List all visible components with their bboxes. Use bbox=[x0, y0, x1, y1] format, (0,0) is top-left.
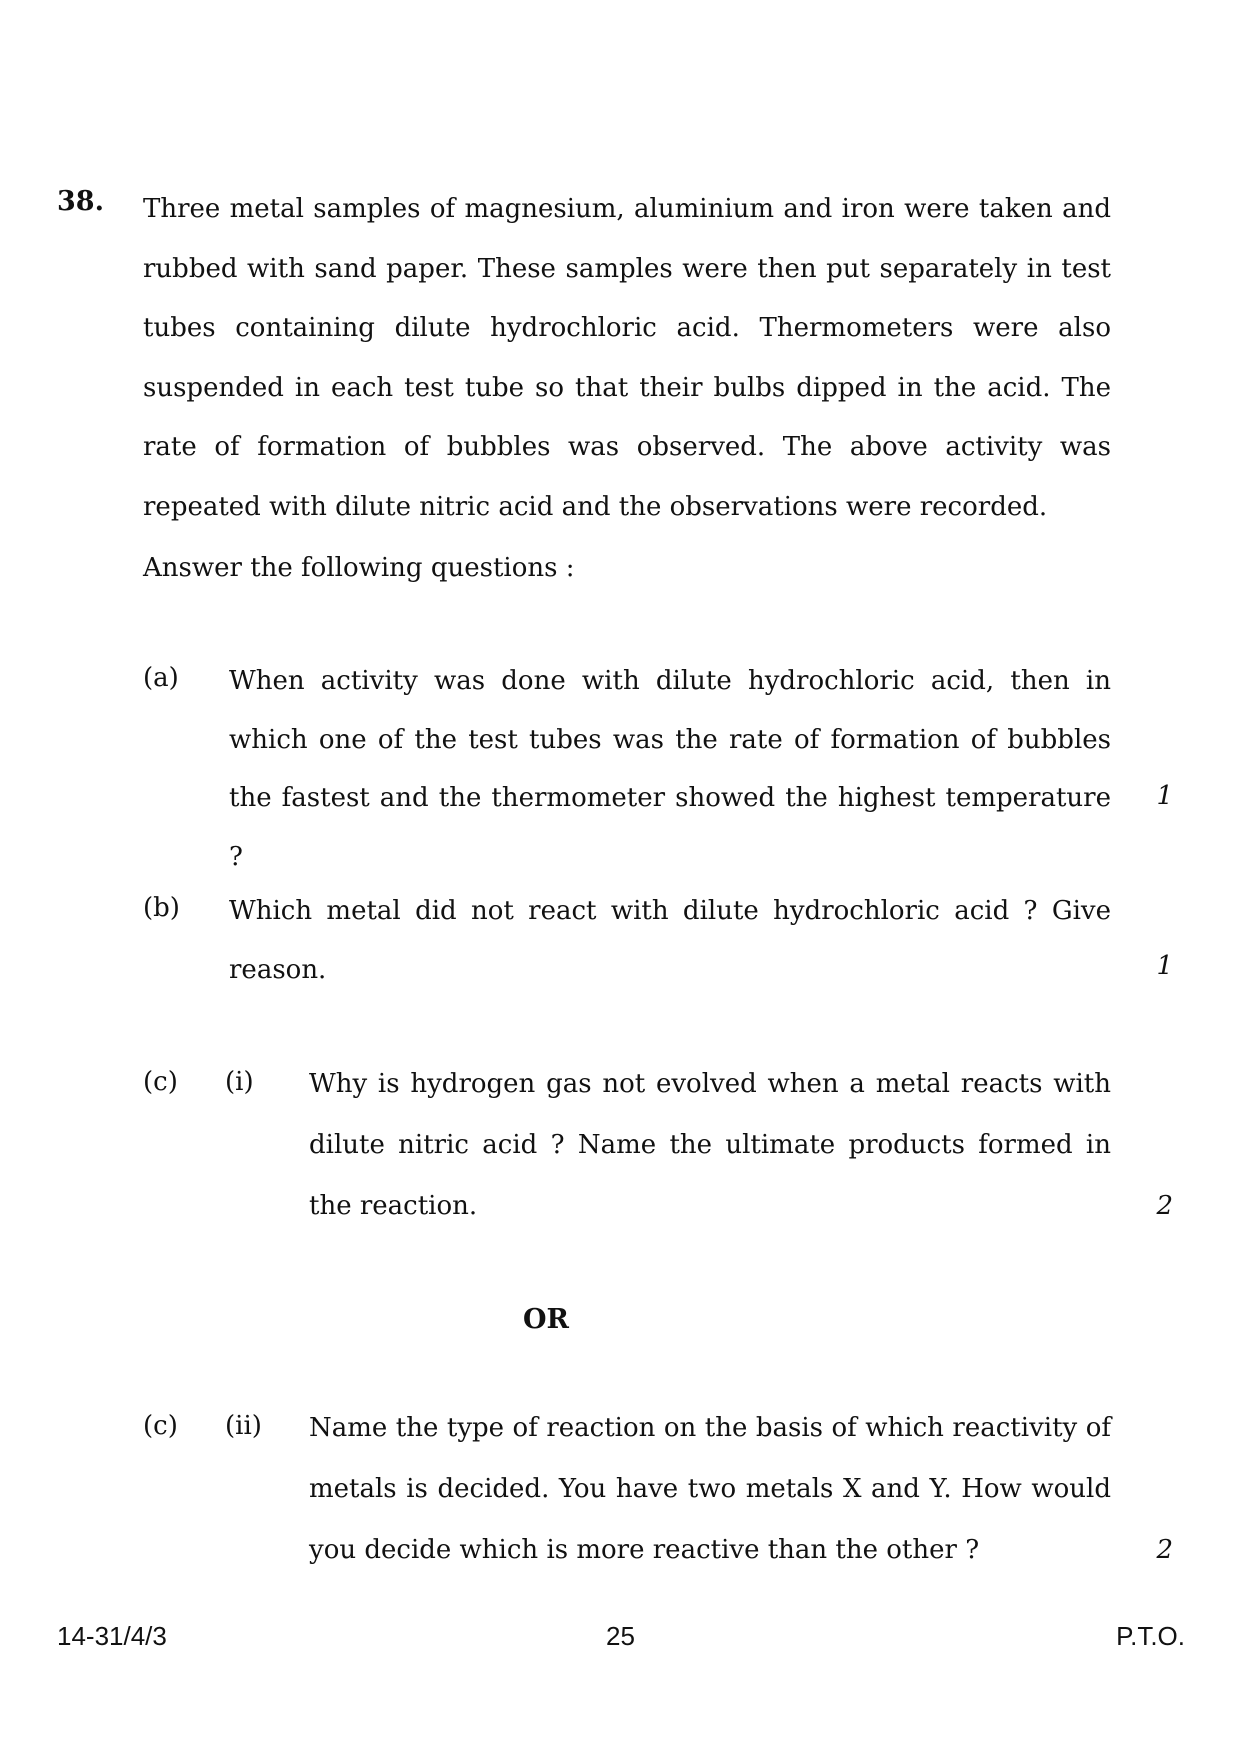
question-stem: Three metal samples of magnesium, aluminium and iron were taken and rubbed with sand paper. These samples were then put separately in test tubes containing dilute hydrochloric acid. Thermometers were also suspended in each test tube so that their bulbs dipped in the acid. The rate of formation of bubbles was observed. The above activity was repeated with dilute nitric acid and the observations were recorded. bbox=[143, 194, 1111, 522]
part-c-ii-sublabel: (ii) bbox=[225, 1411, 262, 1441]
part-c-ii-label: (c) bbox=[143, 1411, 178, 1441]
paper-code: 14-31/4/3 bbox=[57, 1621, 167, 1651]
part-c-ii-marks: 2 bbox=[1156, 1535, 1173, 1565]
part-c-i-marks: 2 bbox=[1156, 1191, 1173, 1221]
part-c-i-sublabel: (i) bbox=[225, 1067, 254, 1097]
part-b-label: (b) bbox=[143, 893, 180, 923]
part-a-marks: 1 bbox=[1156, 781, 1173, 811]
part-a-label: (a) bbox=[143, 663, 179, 693]
or-divider: OR bbox=[523, 1304, 569, 1335]
part-b-marks: 1 bbox=[1156, 951, 1173, 981]
part-c-ii-text: Name the type of reaction on the basis of which reactivity of metals is decided. You have two metals X and Y. How would you decide which is more reactive than the other ? bbox=[309, 1413, 1111, 1565]
part-b-text: Which metal did not react with dilute hydrochloric acid ? Give reason. bbox=[229, 896, 1111, 985]
question-instruction: Answer the following questions : bbox=[143, 553, 575, 583]
page-number: 25 bbox=[606, 1621, 635, 1651]
question-number: 38. bbox=[57, 186, 104, 217]
pto-label: P.T.O. bbox=[1116, 1621, 1185, 1651]
part-c-i-label: (c) bbox=[143, 1067, 178, 1097]
part-c-i-text: Why is hydrogen gas not evolved when a metal reacts with dilute nitric acid ? Name the ultimate products formed in the reaction. bbox=[309, 1069, 1111, 1221]
part-a-text: When activity was done with dilute hydrochloric acid, then in which one of the test tubes was the rate of formation of bubbles the fastest and the thermometer showed the highest temperature ? bbox=[229, 666, 1111, 872]
